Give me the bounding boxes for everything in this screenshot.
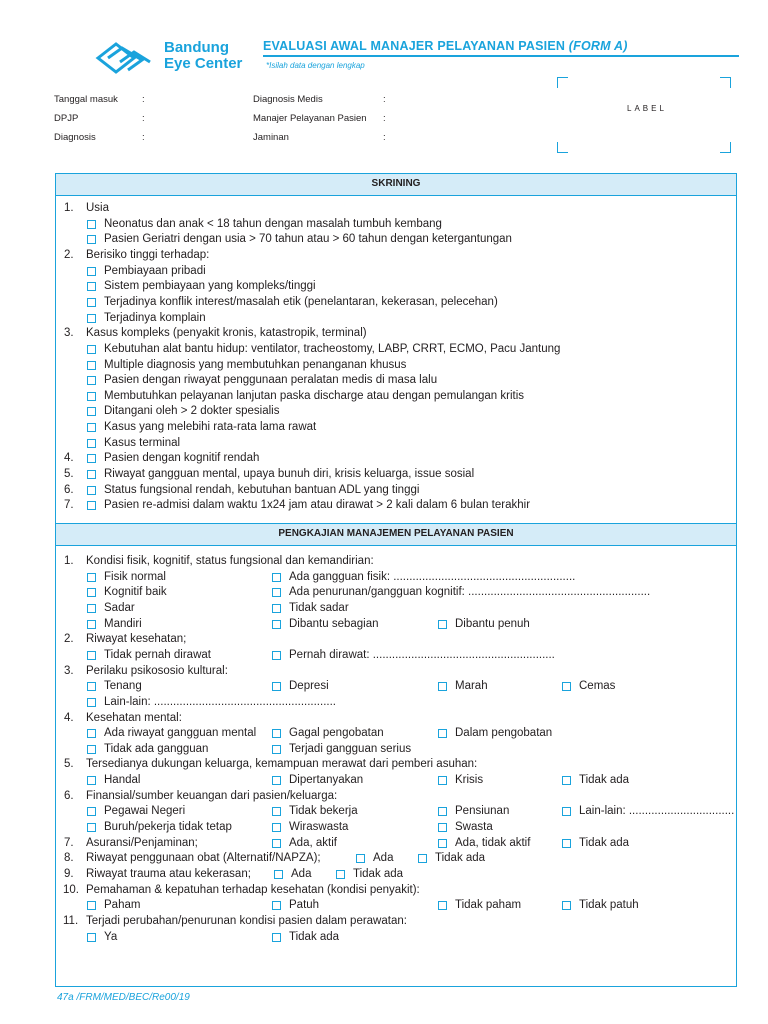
checkbox[interactable] [87,901,96,910]
option-text: Terjadinya konflik interest/masalah etik (penelantaran, kekerasan, pelecehan) [104,296,498,308]
option-label: Cemas [579,680,616,692]
checkbox[interactable] [87,235,96,244]
item-number: 7. [64,499,74,511]
option-label: Dibantu penuh [455,618,530,630]
checkbox[interactable] [87,573,96,582]
checkbox[interactable] [87,220,96,229]
item-heading: Perilaku psikososio kultural: [86,665,228,677]
option-text: Kasus yang melebihi rata-rata lama rawat [104,421,317,433]
checkbox[interactable] [87,745,96,754]
form-code: (FORM A) [568,39,628,53]
option-label: Sadar [104,602,135,614]
checkbox[interactable] [272,745,281,754]
item-heading: Kondisi fisik, kognitif, status fungsional dan kemandirian: [86,555,374,567]
option-text: Ditangani oleh > 2 dokter spesialis [104,405,280,417]
field-label: Jaminan [253,132,289,143]
checkbox[interactable] [87,823,96,832]
field-label: DPJP [54,113,79,124]
field-label: Manajer Pelayanan Pasien [253,113,367,124]
field-label: Diagnosis [54,132,96,143]
checkbox[interactable] [272,933,281,942]
item-number: 1. [64,555,74,567]
option-text: Pasien dengan riwayat penggunaan peralatan medis di masa lalu [104,374,438,386]
checkbox[interactable] [87,345,96,354]
checkbox[interactable] [87,470,96,479]
item-number: 2. [64,249,74,261]
option-label: Marah [455,680,488,692]
item-number: 7. [64,837,74,849]
option-label: Tidak ada gangguan [104,743,209,755]
checkbox[interactable] [562,807,571,816]
option-label: Tidak ada [353,868,404,880]
option-label: Kognitif baik [104,586,167,598]
option-text: Membutuhkan pelayanan lanjutan paska discharge atau dengan pemulangan kritis [104,390,525,402]
item-number: 9. [64,868,74,880]
option-label: Fisik normal [104,571,166,583]
checkbox[interactable] [87,604,96,613]
label-corner-br [720,142,731,153]
checkbox[interactable] [562,839,571,848]
option-label: Handal [104,774,141,786]
option-label: Tidak paham [455,899,522,911]
item-number: 1. [64,202,74,214]
field-separator: : [383,94,386,105]
checkbox[interactable] [272,901,281,910]
item-number: 5. [64,758,74,770]
checkbox[interactable] [87,729,96,738]
checkbox[interactable] [87,376,96,385]
checkbox[interactable] [336,870,345,879]
checkbox[interactable] [87,314,96,323]
checkbox[interactable] [562,776,571,785]
item-heading: Riwayat trauma atau kekerasan; [86,868,251,880]
checkbox[interactable] [272,651,281,660]
checkbox[interactable] [438,776,447,785]
option-label: Dibantu sebagian [289,618,379,630]
option-label: Pegawai Negeri [104,805,186,817]
option-label: Lain-lain: ......................................................... [104,696,336,708]
field-separator: : [383,113,386,124]
option-text: Pasien Geriatri dengan usia > 70 tahun atau > 60 tahun dengan ketergantungan [104,233,512,245]
checkbox[interactable] [272,729,281,738]
checkbox[interactable] [87,407,96,416]
option-label: Buruh/pekerja tidak tetap [104,821,232,833]
title-rule [263,55,739,57]
skrining-header: SKRINING [56,173,736,196]
checkbox[interactable] [87,682,96,691]
item-heading: Terjadi perubahan/penurunan kondisi pasien dalam perawatan: [86,915,407,927]
checkbox[interactable] [87,588,96,597]
option-label: Ada gangguan fisik: ......................................................... [289,571,576,583]
checkbox[interactable] [438,839,447,848]
option-text: Terjadinya komplain [104,312,206,324]
option-label: Tidak ada [435,852,486,864]
checkbox[interactable] [438,901,447,910]
checkbox[interactable] [272,682,281,691]
checkbox[interactable] [87,933,96,942]
checkbox[interactable] [87,454,96,463]
checkbox[interactable] [272,839,281,848]
field-separator: : [383,132,386,143]
item-text: Pasien dengan kognitif rendah [104,452,260,464]
item-text: Riwayat gangguan mental, upaya bunuh diri, krisis keluarga, issue sosial [104,468,475,480]
item-number: 11. [63,915,79,927]
checkbox[interactable] [356,854,365,863]
option-label: Krisis [455,774,484,786]
option-label: Ada, aktif [289,837,337,849]
option-label: Ada penurunan/gangguan kognitif: ......................................................... [289,586,651,598]
checkbox[interactable] [272,573,281,582]
checkbox[interactable] [87,776,96,785]
option-label: Tidak ada [289,931,340,943]
checkbox[interactable] [87,501,96,510]
option-label: Ya [104,931,118,943]
checkbox[interactable] [562,901,571,910]
item-text: Status fungsional rendah, kebutuhan bantuan ADL yang tinggi [104,484,420,496]
item-number: 8. [64,852,74,864]
checkbox[interactable] [87,807,96,816]
item-text: Pasien re-admisi dalam waktu 1x24 jam atau dirawat > 2 kali dalam 6 bulan terakhir [104,499,531,511]
label-corner-tl [557,77,568,88]
label-corner-bl [557,142,568,153]
option-label: Tidak pernah dirawat [104,649,211,661]
item-number: 6. [64,790,74,802]
checkbox[interactable] [272,620,281,629]
checkbox[interactable] [274,870,283,879]
option-label: Ada, tidak aktif [455,837,531,849]
checkbox[interactable] [87,620,96,629]
checkbox[interactable] [87,361,96,370]
item-number: 4. [64,712,74,724]
label-corner-tr [720,77,731,88]
option-label: Terjadi gangguan serius [289,743,412,755]
item-heading: Riwayat penggunaan obat (Alternatif/NAPZA); [86,852,321,864]
option-label: Tidak sadar [289,602,349,614]
option-label: Gagal pengobatan [289,727,384,739]
form-title-text: EVALUASI AWAL MANAJER PELAYANAN PASIEN [263,39,566,53]
checkbox[interactable] [562,682,571,691]
item-heading: Kasus kompleks (penyakit kronis, katastropik, terminal) [86,327,367,339]
label-box-text: LABEL [627,104,667,113]
checkbox[interactable] [272,776,281,785]
brand-name [164,40,242,72]
item-number: 6. [64,484,74,496]
checkbox[interactable] [438,682,447,691]
item-number: 3. [64,327,74,339]
checkbox[interactable] [87,486,96,495]
option-text: Kebutuhan alat bantu hidup: ventilator, tracheostomy, LABP, CRRT, ECMO, Pacu Jantung [104,343,561,355]
checkbox[interactable] [272,823,281,832]
option-label: Pensiunan [455,805,510,817]
option-label: Lain-lain: ................................. [579,805,735,817]
item-number: 2. [64,633,74,645]
checkbox[interactable] [87,392,96,401]
item-heading: Usia [86,202,110,214]
checkbox[interactable] [438,620,447,629]
checkbox[interactable] [438,823,447,832]
form-title [263,39,628,53]
checkbox[interactable] [272,604,281,613]
item-number: 4. [64,452,74,464]
item-number: 5. [64,468,74,480]
item-heading: Asuransi/Penjaminan; [86,837,198,849]
option-label: Tidak ada [579,837,630,849]
checkbox[interactable] [87,298,96,307]
field-label: Diagnosis Medis [253,94,323,105]
option-label: Tidak bekerja [289,805,358,817]
brand-line-2: Eye Center [164,55,243,72]
item-number: 10. [63,884,79,896]
option-text: Neonatus dan anak < 18 tahun dengan masalah tumbuh kembang [104,218,442,230]
option-label: Patuh [289,899,320,911]
checkbox[interactable] [418,854,427,863]
option-label: Wiraswasta [289,821,349,833]
option-label: Pernah dirawat: ......................................................... [289,649,555,661]
form-code-footer: 47a /FRM/MED/BEC/Re00/19 [57,992,190,1003]
checkbox[interactable] [438,729,447,738]
logo-icon [94,40,156,76]
checkbox[interactable] [87,439,96,448]
item-number: 3. [64,665,74,677]
form-subtitle: *Isilah data dengan lengkap [266,61,365,70]
item-heading: Pemahaman & kepatuhan terhadap kesehatan (kondisi penyakit): [86,884,420,896]
checkbox[interactable] [87,651,96,660]
checkbox[interactable] [438,807,447,816]
checkbox[interactable] [87,282,96,291]
option-label: Dipertanyakan [289,774,364,786]
option-label: Ada riwayat gangguan mental [104,727,257,739]
checkbox[interactable] [87,423,96,432]
brand-line-1: Bandung [164,39,229,56]
pengkajian-header: PENGKAJIAN MANAJEMEN PELAYANAN PASIEN [56,523,736,546]
checkbox[interactable] [87,698,96,707]
field-separator: : [142,132,145,143]
field-separator: : [142,113,145,124]
option-label: Ada [373,852,394,864]
option-text: Multiple diagnosis yang membutuhkan penanganan khusus [104,359,407,371]
checkbox[interactable] [272,807,281,816]
option-text: Sistem pembiayaan yang kompleks/tinggi [104,280,316,292]
option-label: Swasta [455,821,493,833]
option-label: Mandiri [104,618,142,630]
option-label: Tenang [104,680,142,692]
option-label: Tidak ada [579,774,630,786]
item-heading: Berisiko tinggi terhadap: [86,249,210,261]
option-text: Kasus terminal [104,437,181,449]
checkbox[interactable] [272,588,281,597]
checkbox[interactable] [87,267,96,276]
item-heading: Riwayat kesehatan; [86,633,187,645]
item-heading: Tersedianya dukungan keluarga, kemampuan merawat dari pemberi asuhan: [86,758,478,770]
option-label: Depresi [289,680,329,692]
item-heading: Finansial/sumber keuangan dari pasien/keluarga: [86,790,338,802]
option-label: Ada [291,868,312,880]
option-text: Pembiayaan pribadi [104,265,206,277]
option-label: Tidak patuh [579,899,639,911]
option-label: Dalam pengobatan [455,727,553,739]
field-separator: : [142,94,145,105]
option-label: Paham [104,899,141,911]
item-heading: Kesehatan mental: [86,712,182,724]
field-label: Tanggal masuk [54,94,118,105]
